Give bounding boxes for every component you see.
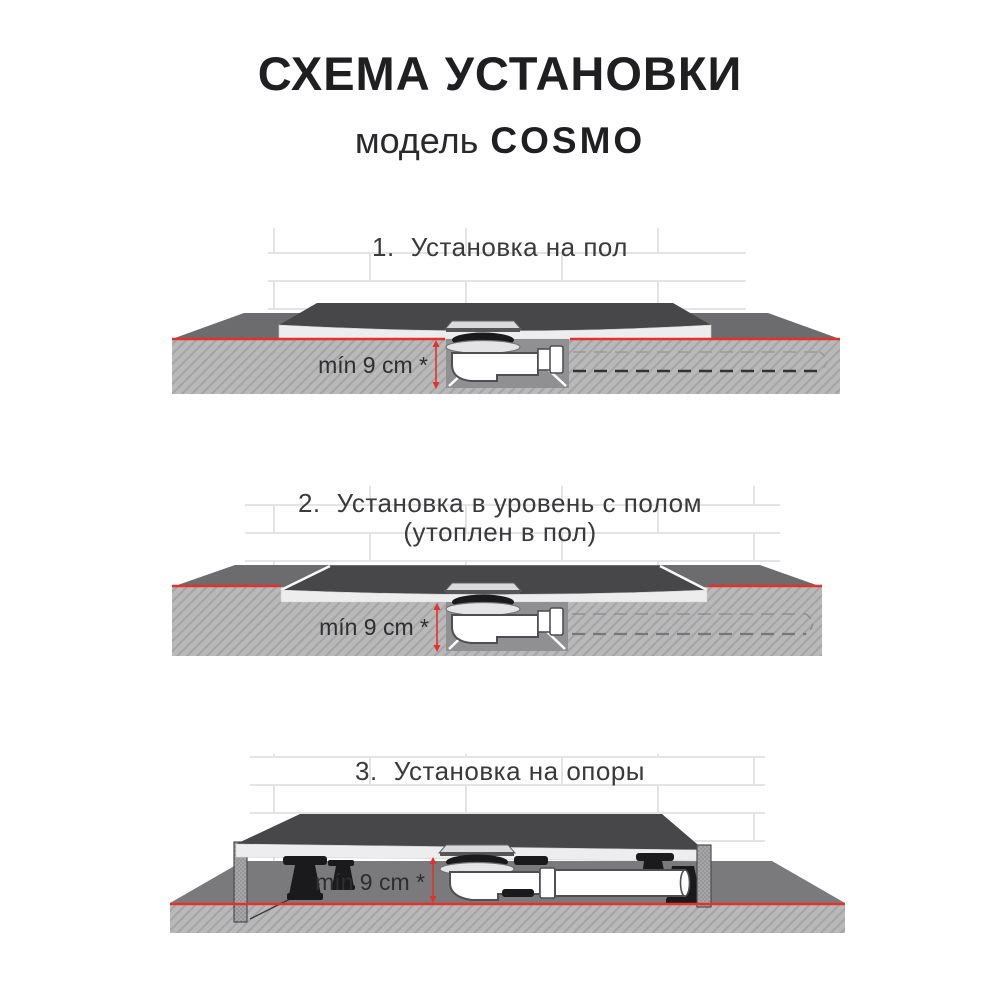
dimension-label-2: mín 9 cm *: [319, 614, 429, 640]
center-foot-base: [502, 889, 534, 897]
section-3-title: Установка на опоры: [393, 756, 645, 786]
section-3-number: 3.: [355, 756, 378, 786]
model-subtitle: [0, 120, 1000, 162]
section-2-title-line2: (утоплен в пол): [403, 517, 597, 547]
section-1-title: Установка на пол: [410, 232, 628, 262]
model-prefix: модель: [354, 120, 479, 161]
section-1-heading: [0, 233, 1000, 262]
section-2-title: Установка в уровень с полом: [336, 488, 703, 518]
section-2-number: 2.: [297, 488, 321, 518]
section-2-heading: [0, 489, 1000, 547]
drain-pipe-3: [555, 870, 690, 896]
page-title: СХЕМА УСТАНОВКИ: [257, 47, 743, 100]
section-3-heading: [0, 757, 1000, 786]
section-1-number: 1.: [372, 232, 395, 262]
tray-side-panel-right: [697, 845, 711, 907]
dimension-label-1: mín 9 cm *: [318, 352, 428, 378]
model-name: COSMO: [490, 120, 646, 161]
dimension-label-3: mín 9 cm *: [315, 869, 425, 895]
